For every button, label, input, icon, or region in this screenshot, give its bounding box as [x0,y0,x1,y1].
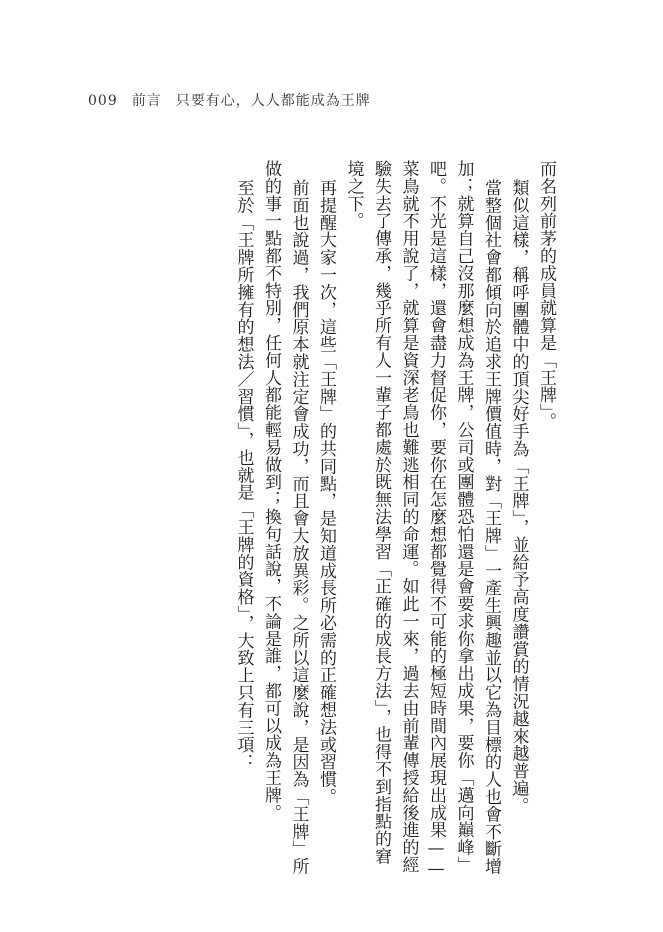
page-number: 009 [88,93,118,109]
chapter-label: 前言 [131,93,162,109]
body-text [109,160,559,880]
paragraph-3: 當整個社會都傾向於追求王牌價值時，對「王牌」一產生興趣並以它為目標的人也會不斷增加；就算自己沒那麼想成為王牌，公司或團體恐怕還是會要求你拿出成果，要你「邁向巔峰」吧。不光是這樣，還會盡力督促你，要你在怎麼想都覺得不可能的極短時間內展現出成果——菜鳥就不用說了，就算是資深老鳥也難逃相同的命運。如此一來，過去由前輩傳授給後進的經驗失去了傳承，幾乎所有人一輩子都處於既無法學習「正確的成長方法」，也得不到指點的窘境之下。 [343,160,501,880]
paragraph-6: 至於「王牌所擁有的想法／習慣」，也就是「王牌的資格」，大致上只有三項： [233,178,254,771]
running-header [88,90,371,110]
chapter-title: 只要有心，人人都能成為王牌 [175,93,371,109]
paragraph-5: 前面也說過，我們原本就注定會成功，而且會大放異彩。之所以這麼說，是因為「王牌」所做的事一點都不特別，任何人都能輕易做到；換句話說，不論是誰，都可以成為王牌。 [261,160,309,875]
paragraph-2: 類似這樣，稱呼團體中的頂尖好手為「王牌」，並給予高度讚賞的情況越來越普遍。 [508,178,529,814]
paragraph-1: 而名列前茅的成員就算是「王牌」。 [536,160,556,430]
paragraph-4: 再提醒大家一次，這些「王牌」的共同點，是知道成長所必需的正確想法或習慣。 [316,178,336,806]
